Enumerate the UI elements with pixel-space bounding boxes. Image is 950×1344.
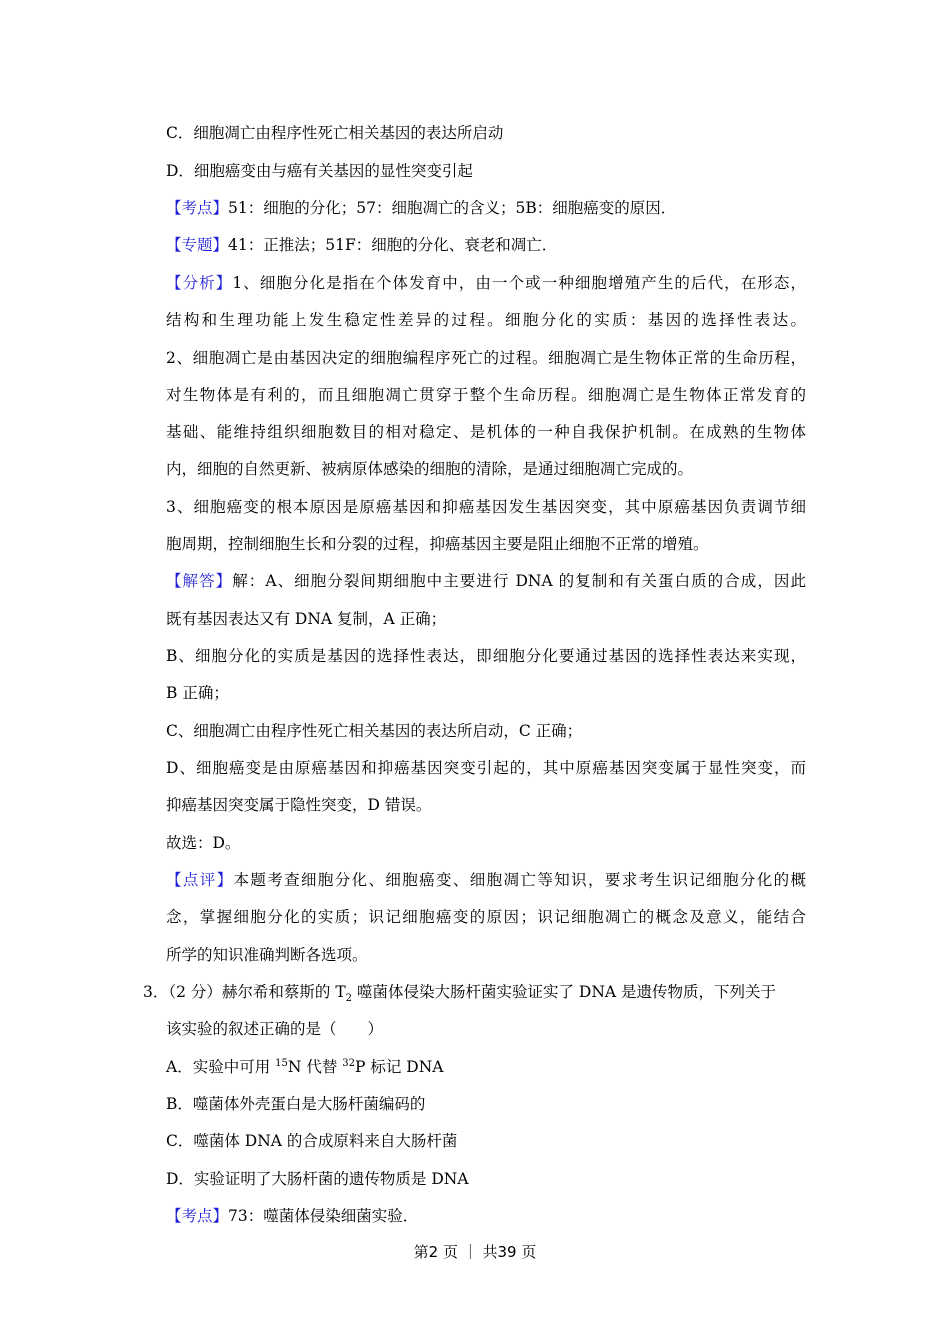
fenxi-line: 对生物体是有利的，而且细胞凋亡贯穿于整个生命历程。细胞凋亡是生物体正常发育的	[166, 386, 806, 404]
jieda-line: 解：A、细胞分裂间期细胞中主要进行 DNA 的复制和有关蛋白质的合成，因此	[232, 572, 806, 590]
dianping-tag: 【点评】	[166, 871, 234, 889]
option-text: P 标记 DNA	[355, 1058, 444, 1076]
kaodian-text: 51：细胞的分化；57：细胞凋亡的含义；5B：细胞癌变的原因．	[228, 199, 677, 217]
option-c: C．细胞凋亡由程序性死亡相关基因的表达所启动	[166, 124, 504, 142]
question-3-stem-line2: 该实验的叙述正确的是（ ）	[166, 1020, 384, 1038]
fenxi	[166, 272, 806, 294]
jieda-line: 既有基因表达又有 DNA 复制，A 正确；	[166, 610, 447, 628]
dianping-line: 念，掌握细胞分化的实质；识记细胞癌变的原因；识记细胞凋亡的概念及意义，能结合	[166, 908, 806, 926]
jieda-tag: 【解答】	[166, 572, 233, 590]
fenxi-line: 3、细胞癌变的根本原因是原癌基因和抑癌基因发生基因突变，其中原癌基因负责调节细	[166, 498, 806, 516]
jieda-line: 故选：D。	[166, 834, 241, 852]
jieda-line: D、细胞癌变是由原癌基因和抑癌基因突变引起的，其中原癌基因突变属于显性突变，而	[166, 759, 806, 777]
page-footer: 第2 页 ｜ 共39 页	[413, 1243, 537, 1261]
option-text: N 代替	[287, 1058, 343, 1076]
superscript: 32	[342, 1058, 356, 1069]
stem-text: 噬菌体侵染大肠杆菌实验证实了 DNA 是遗传物质，下列关于	[352, 983, 777, 1001]
fenxi-line: 胞周期，控制细胞生长和分裂的过程，抑癌基因主要是阻止细胞不正常的增殖。	[166, 535, 709, 553]
dianping-line: 所学的知识准确判断各选项。	[166, 946, 368, 964]
fenxi-tag: 【分析】	[166, 274, 233, 292]
jieda-line: B 正确；	[166, 684, 229, 702]
kaodian-tag: 【考点】	[166, 199, 229, 217]
q3-option-b: B．噬菌体外壳蛋白是大肠杆菌编码的	[166, 1095, 426, 1113]
stem-text: 3．（2 分）赫尔希和蔡斯的 T	[143, 983, 346, 1001]
jieda-line: C、细胞凋亡由程序性死亡相关基因的表达所启动，C 正确；	[166, 722, 583, 740]
jieda	[166, 570, 806, 592]
q3-kaodian	[166, 1205, 806, 1227]
fenxi-line: 2、细胞凋亡是由基因决定的细胞编程序死亡的过程。细胞凋亡是生物体正常的生命历程，	[166, 349, 806, 367]
subscript: 2	[345, 993, 353, 1004]
fenxi-line: 内，细胞的自然更新、被病原体感染的细胞的清除，是通过细胞凋亡完成的。	[166, 460, 694, 478]
kaodian-tag: 【考点】	[166, 1207, 229, 1225]
jieda-line: B、细胞分化的实质是基因的选择性表达，即细胞分化要通过基因的选择性表达来实现，	[166, 647, 806, 665]
option-d: D．细胞癌变由与癌有关基因的显性突变引起	[166, 162, 473, 180]
superscript: 15	[275, 1058, 288, 1069]
fenxi-line: 基础、能维持组织细胞数目的相对稳定、是机体的一种自我保护机制。在成熟的生物体	[166, 423, 806, 441]
q3-option-a	[166, 1056, 806, 1078]
fenxi-line: 结构和生理功能上发生稳定性差异的过程。细胞分化的实质：基因的选择性表达。	[166, 311, 806, 329]
zhuanti	[166, 234, 806, 256]
dianping-line: 本题考查细胞分化、细胞癌变、细胞凋亡等知识，要求考生识记细胞分化的概	[233, 871, 806, 889]
dianping	[166, 869, 806, 891]
question-3-stem	[143, 981, 806, 1003]
option-text: A．实验中可用	[166, 1058, 276, 1076]
zhuanti-tag: 【专题】	[166, 236, 229, 254]
q3-option-c: C．噬菌体 DNA 的合成原料来自大肠杆菌	[166, 1132, 458, 1150]
jieda-line: 抑癌基因突变属于隐性突变，D 错误。	[166, 796, 432, 814]
kaodian-text: 73：噬菌体侵染细菌实验．	[228, 1207, 419, 1225]
kaodian	[166, 197, 806, 219]
fenxi-line: 1、细胞分化是指在个体发育中，由一个或一种细胞增殖产生的后代，在形态，	[232, 274, 806, 292]
q3-option-d: D．实验证明了大肠杆菌的遗传物质是 DNA	[166, 1170, 469, 1188]
zhuanti-text: 41：正推法；51F：细胞的分化、衰老和凋亡．	[228, 236, 558, 254]
